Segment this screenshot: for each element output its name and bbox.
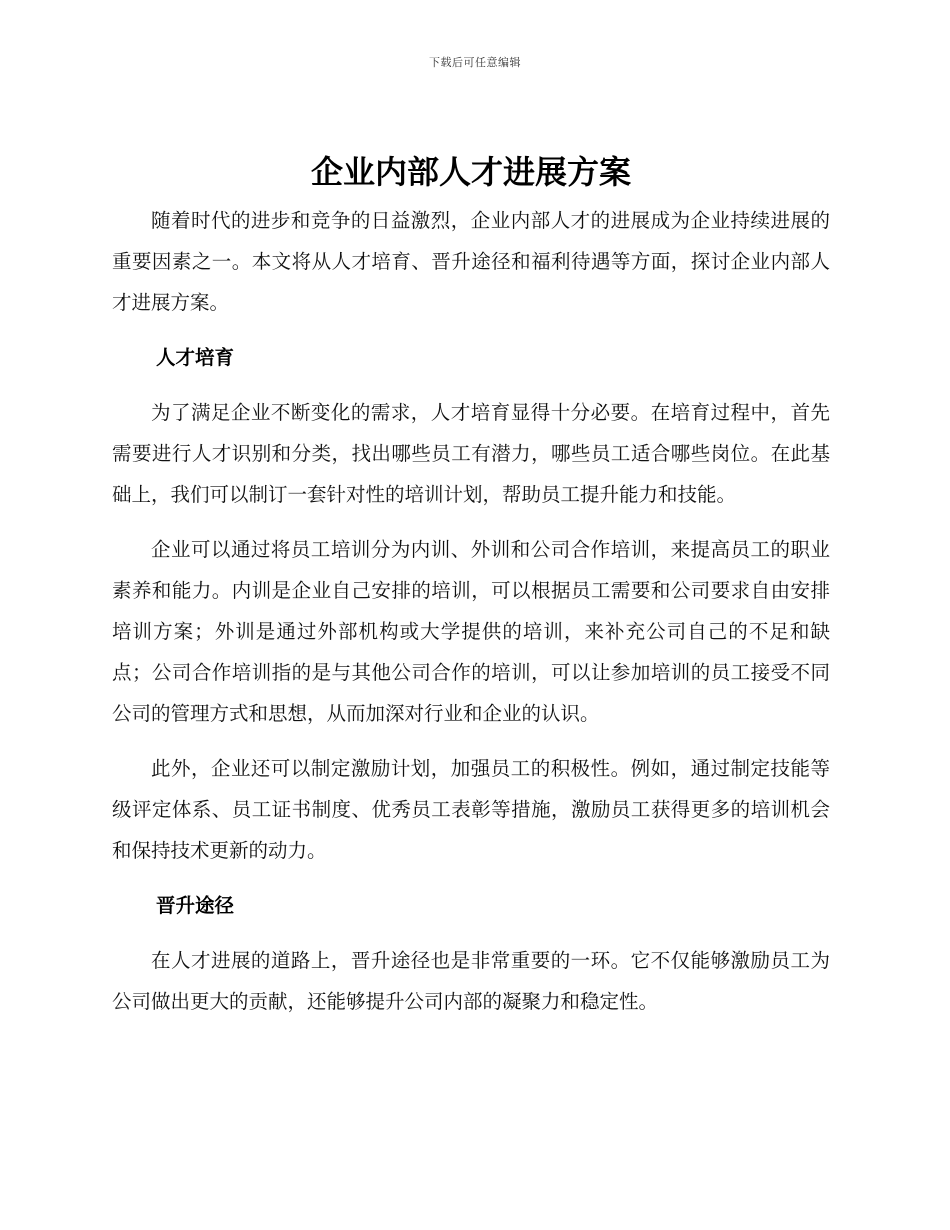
section-heading-talent-cultivation: 人才培育 — [156, 346, 235, 369]
paragraph-cultivation-3: 此外，企业还可以制定激励计划，加强员工的积极性。例如，通过制定技能等级评定体系、员工证书制度、优秀员工表彰等措施，激励员工获得更多的培训机会和保持技术更新的动力。 — [112, 757, 830, 862]
intro-paragraph: 随着时代的进步和竞争的日益激烈，企业内部人才的进展成为企业持续进展的重要因素之一。本文将从人才培育、晋升途径和福利待遇等方面，探讨企业内部人才进展方案。 — [112, 209, 830, 314]
page-header-note: 下载后可任意编辑 — [429, 56, 521, 69]
paragraph-cultivation-1: 为了满足企业不断变化的需求，人才培育显得十分必要。在培育过程中，首先需要进行人才识别和分类，找出哪些员工有潜力，哪些员工适合哪些岗位。在此基础上，我们可以制订一套针对性的培训计划，帮助员工提升能力和技能。 — [112, 401, 830, 506]
document-body — [112, 150, 830, 1036]
section-heading-promotion-path: 晋升途径 — [156, 894, 235, 917]
paragraph-promotion-1: 在人才进展的道路上，晋升途径也是非常重要的一环。它不仅能够激励员工为公司做出更大的贡献，还能够提升公司内部的凝聚力和稳定性。 — [112, 949, 830, 1013]
paragraph-cultivation-2: 企业可以通过将员工培训分为内训、外训和公司合作培训，来提高员工的职业素养和能力。内训是企业自己安排的培训，可以根据员工需要和公司要求自由安排培训方案；外训是通过外部机构或大学提供的培训，来补充公司自己的不足和缺点；公司合作培训指的是与其他公司合作的培训，可以让参加培训的员工接受不同公司的管理方式和思想，从而加深对行业和企业的认识。 — [112, 538, 830, 725]
document-title: 企业内部人才进展方案 — [310, 153, 631, 191]
